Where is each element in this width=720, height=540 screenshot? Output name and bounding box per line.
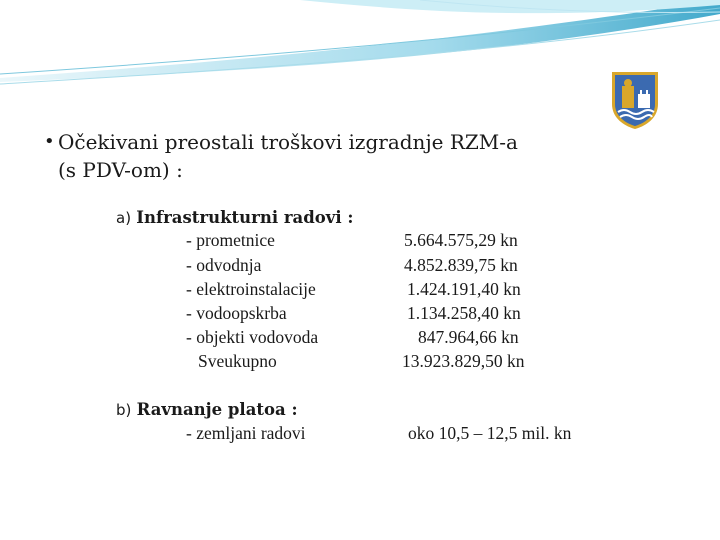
cost-item-label: - objekti vodovoda	[186, 327, 319, 347]
cost-item-label: - elektroinstalacije	[186, 279, 316, 299]
cost-item-value: 1.424.191,40 kn	[407, 279, 521, 299]
bullet-marker: •	[44, 131, 55, 152]
section-b-letter: b)	[116, 401, 132, 419]
cost-item-value: 847.964,66 kn	[418, 327, 519, 347]
total-value: 13.923.829,50 kn	[402, 351, 525, 371]
cost-item-value: 1.134.258,40 kn	[407, 303, 521, 323]
cost-item-label: - odvodnja	[186, 255, 262, 275]
cost-item-value: oko 10,5 – 12,5 mil. kn	[408, 423, 572, 443]
coat-of-arms-logo	[610, 70, 660, 130]
cost-item-value: 4.852.839,75 kn	[404, 255, 518, 275]
cost-item-value: 5.664.575,29 kn	[404, 230, 518, 250]
section-b-title	[116, 398, 298, 423]
bullet-heading	[46, 128, 518, 184]
cost-item-label: - zemljani radovi	[186, 423, 306, 443]
section-a-heading: Infrastrukturni radovi :	[136, 208, 354, 227]
total-label: Sveukupno	[198, 351, 277, 371]
heading-title: Očekivani preostali troškovi izgradnje RZM-a	[58, 130, 518, 154]
section-a-title	[116, 206, 353, 231]
heading-subtitle: (s PDV-om) :	[58, 158, 183, 182]
cost-item-label: - prometnice	[186, 230, 275, 250]
cost-item-label: - vodoopskrba	[186, 303, 287, 323]
section-b-heading: Ravnanje platoa :	[136, 400, 298, 419]
section-a-letter: a)	[116, 209, 132, 227]
